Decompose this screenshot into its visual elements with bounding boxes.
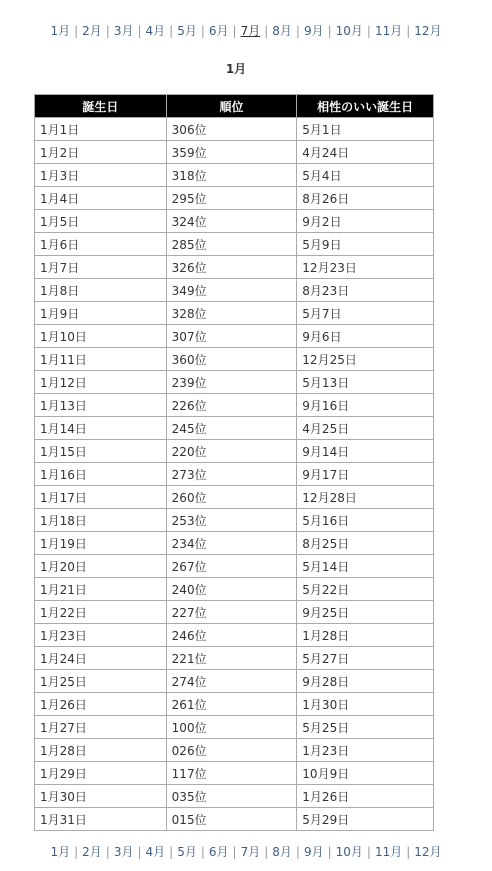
nav-separator: |	[366, 24, 371, 38]
cell-birthday: 1月27日	[35, 716, 167, 739]
cell-compatible-birthday: 8月23日	[297, 279, 434, 302]
table-row	[35, 371, 434, 394]
cell-compatible-birthday: 9月16日	[297, 394, 434, 417]
nav-separator: |	[169, 24, 174, 38]
nav-top-month-4[interactable]: 4月	[145, 24, 166, 38]
table-row	[35, 716, 434, 739]
table-row	[35, 463, 434, 486]
nav-top-month-2[interactable]: 2月	[82, 24, 102, 38]
nav-separator: |	[169, 845, 174, 859]
month-nav-top	[0, 23, 492, 39]
cell-birthday: 1月17日	[35, 486, 167, 509]
nav-separator: |	[327, 24, 332, 38]
cell-rank: 307位	[166, 325, 297, 348]
table-row	[35, 141, 434, 164]
cell-compatible-birthday: 1月26日	[297, 785, 434, 808]
table-row	[35, 555, 434, 578]
cell-compatible-birthday: 9月17日	[297, 463, 434, 486]
nav-top-month-5[interactable]: 5月	[177, 24, 197, 38]
table-row	[35, 256, 434, 279]
nav-bottom-month-2[interactable]: 2月	[82, 845, 102, 859]
cell-birthday: 1月23日	[35, 624, 167, 647]
nav-separator: |	[200, 24, 205, 38]
cell-compatible-birthday: 9月25日	[297, 601, 434, 624]
nav-top-month-3[interactable]: 3月	[113, 24, 134, 38]
cell-birthday: 1月29日	[35, 762, 167, 785]
cell-birthday: 1月14日	[35, 417, 167, 440]
nav-separator: |	[295, 845, 300, 859]
cell-compatible-birthday: 5月9日	[297, 233, 434, 256]
nav-bottom-month-5[interactable]: 5月	[177, 845, 197, 859]
cell-compatible-birthday: 1月30日	[297, 693, 434, 716]
nav-separator: |	[200, 845, 205, 859]
cell-rank: 239位	[166, 371, 297, 394]
nav-separator: |	[295, 24, 300, 38]
nav-separator: |	[137, 24, 142, 38]
cell-birthday: 1月19日	[35, 532, 167, 555]
cell-birthday: 1月12日	[35, 371, 167, 394]
nav-bottom-month-12[interactable]: 12月	[414, 845, 442, 859]
table-row	[35, 233, 434, 256]
cell-birthday: 1月24日	[35, 647, 167, 670]
table-row	[35, 417, 434, 440]
cell-rank: 221位	[166, 647, 297, 670]
cell-birthday: 1月9日	[35, 302, 167, 325]
cell-birthday: 1月28日	[35, 739, 167, 762]
cell-rank: 326位	[166, 256, 297, 279]
table-row	[35, 532, 434, 555]
cell-compatible-birthday: 9月14日	[297, 440, 434, 463]
cell-compatible-birthday: 10月9日	[297, 762, 434, 785]
cell-rank: 240位	[166, 578, 297, 601]
cell-compatible-birthday: 12月25日	[297, 348, 434, 371]
table-row	[35, 164, 434, 187]
table-row	[35, 509, 434, 532]
cell-compatible-birthday: 5月1日	[297, 118, 434, 141]
cell-compatible-birthday: 5月16日	[297, 509, 434, 532]
page-title: 1月	[225, 62, 247, 76]
table-row	[35, 670, 434, 693]
cell-birthday: 1月4日	[35, 187, 167, 210]
table-row	[35, 302, 434, 325]
table-row	[35, 325, 434, 348]
cell-rank: 015位	[166, 808, 297, 831]
cell-rank: 359位	[166, 141, 297, 164]
nav-bottom-month-10[interactable]: 10月	[335, 845, 363, 859]
cell-rank: 100位	[166, 716, 297, 739]
cell-compatible-birthday: 8月26日	[297, 187, 434, 210]
nav-separator: |	[406, 24, 411, 38]
nav-separator: |	[327, 845, 332, 859]
cell-rank: 253位	[166, 509, 297, 532]
cell-rank: 227位	[166, 601, 297, 624]
nav-separator: |	[406, 845, 411, 859]
cell-birthday: 1月11日	[35, 348, 167, 371]
cell-birthday: 1月1日	[35, 118, 167, 141]
cell-rank: 285位	[166, 233, 297, 256]
nav-separator: |	[232, 24, 237, 38]
cell-rank: 245位	[166, 417, 297, 440]
nav-top-month-8[interactable]: 8月	[272, 24, 292, 38]
nav-top-month-10[interactable]: 10月	[335, 24, 363, 38]
nav-bottom-month-6[interactable]: 6月	[208, 845, 229, 859]
table-row	[35, 785, 434, 808]
nav-separator: |	[105, 24, 110, 38]
table-row	[35, 808, 434, 831]
cell-rank: 360位	[166, 348, 297, 371]
cell-rank: 260位	[166, 486, 297, 509]
nav-top-month-11[interactable]: 11月	[374, 24, 403, 38]
nav-bottom-month-7[interactable]: 7月	[240, 845, 261, 859]
nav-top-month-1[interactable]: 1月	[50, 24, 71, 38]
cell-rank: 026位	[166, 739, 297, 762]
cell-rank: 234位	[166, 532, 297, 555]
nav-separator: |	[264, 24, 269, 38]
cell-rank: 295位	[166, 187, 297, 210]
month-nav-bottom	[0, 844, 492, 860]
cell-birthday: 1月16日	[35, 463, 167, 486]
header-birthday: 誕生日	[35, 95, 167, 118]
table-row	[35, 348, 434, 371]
cell-birthday: 1月30日	[35, 785, 167, 808]
cell-birthday: 1月8日	[35, 279, 167, 302]
cell-birthday: 1月5日	[35, 210, 167, 233]
cell-compatible-birthday: 12月23日	[297, 256, 434, 279]
cell-rank: 246位	[166, 624, 297, 647]
cell-birthday: 1月18日	[35, 509, 167, 532]
cell-compatible-birthday: 5月14日	[297, 555, 434, 578]
nav-bottom-month-11[interactable]: 11月	[374, 845, 403, 859]
cell-compatible-birthday: 4月24日	[297, 141, 434, 164]
cell-rank: 226位	[166, 394, 297, 417]
birthday-compatibility-table	[34, 94, 434, 831]
cell-birthday: 1月22日	[35, 601, 167, 624]
nav-separator: |	[74, 845, 79, 859]
nav-top-month-12[interactable]: 12月	[414, 24, 442, 38]
cell-compatible-birthday: 1月23日	[297, 739, 434, 762]
cell-rank: 324位	[166, 210, 297, 233]
table-row	[35, 279, 434, 302]
cell-rank: 261位	[166, 693, 297, 716]
cell-compatible-birthday: 5月29日	[297, 808, 434, 831]
nav-separator: |	[232, 845, 237, 859]
nav-bottom-month-9[interactable]: 9月	[303, 845, 324, 859]
table-row	[35, 440, 434, 463]
cell-birthday: 1月13日	[35, 394, 167, 417]
header-rank: 順位	[166, 95, 297, 118]
cell-compatible-birthday: 5月13日	[297, 371, 434, 394]
table-row	[35, 739, 434, 762]
cell-rank: 306位	[166, 118, 297, 141]
nav-separator: |	[74, 24, 79, 38]
header-compatible-birthday: 相性のいい誕生日	[297, 95, 434, 118]
cell-compatible-birthday: 5月4日	[297, 164, 434, 187]
table-row	[35, 210, 434, 233]
cell-compatible-birthday: 12月28日	[297, 486, 434, 509]
table-row	[35, 394, 434, 417]
nav-top-month-7[interactable]: 7月	[240, 24, 261, 38]
cell-rank: 318位	[166, 164, 297, 187]
cell-rank: 117位	[166, 762, 297, 785]
table-row	[35, 647, 434, 670]
table-row	[35, 578, 434, 601]
table-row	[35, 601, 434, 624]
cell-birthday: 1月2日	[35, 141, 167, 164]
nav-separator: |	[264, 845, 269, 859]
cell-rank: 274位	[166, 670, 297, 693]
cell-birthday: 1月10日	[35, 325, 167, 348]
cell-compatible-birthday: 4月25日	[297, 417, 434, 440]
cell-rank: 220位	[166, 440, 297, 463]
cell-rank: 273位	[166, 463, 297, 486]
cell-compatible-birthday: 9月28日	[297, 670, 434, 693]
nav-bottom-month-1[interactable]: 1月	[50, 845, 71, 859]
cell-rank: 328位	[166, 302, 297, 325]
nav-separator: |	[366, 845, 371, 859]
nav-separator: |	[137, 845, 142, 859]
cell-birthday: 1月6日	[35, 233, 167, 256]
cell-birthday: 1月15日	[35, 440, 167, 463]
cell-compatible-birthday: 5月27日	[297, 647, 434, 670]
nav-bottom-month-4[interactable]: 4月	[145, 845, 166, 859]
cell-birthday: 1月25日	[35, 670, 167, 693]
cell-compatible-birthday: 5月25日	[297, 716, 434, 739]
nav-bottom-month-8[interactable]: 8月	[272, 845, 292, 859]
table-row	[35, 762, 434, 785]
nav-top-month-6[interactable]: 6月	[208, 24, 229, 38]
cell-compatible-birthday: 1月28日	[297, 624, 434, 647]
nav-separator: |	[105, 845, 110, 859]
cell-compatible-birthday: 5月7日	[297, 302, 434, 325]
cell-birthday: 1月7日	[35, 256, 167, 279]
table-row	[35, 693, 434, 716]
nav-top-month-9[interactable]: 9月	[303, 24, 324, 38]
cell-compatible-birthday: 9月6日	[297, 325, 434, 348]
table-body	[35, 118, 434, 831]
cell-compatible-birthday: 8月25日	[297, 532, 434, 555]
table-row	[35, 486, 434, 509]
cell-compatible-birthday: 9月2日	[297, 210, 434, 233]
cell-rank: 035位	[166, 785, 297, 808]
cell-birthday: 1月20日	[35, 555, 167, 578]
cell-birthday: 1月21日	[35, 578, 167, 601]
table-row	[35, 624, 434, 647]
cell-birthday: 1月31日	[35, 808, 167, 831]
cell-birthday: 1月3日	[35, 164, 167, 187]
cell-rank: 267位	[166, 555, 297, 578]
cell-birthday: 1月26日	[35, 693, 167, 716]
nav-bottom-month-3[interactable]: 3月	[113, 845, 134, 859]
table-header-row	[35, 95, 434, 118]
cell-compatible-birthday: 5月22日	[297, 578, 434, 601]
cell-rank: 349位	[166, 279, 297, 302]
table-row	[35, 118, 434, 141]
table-row	[35, 187, 434, 210]
